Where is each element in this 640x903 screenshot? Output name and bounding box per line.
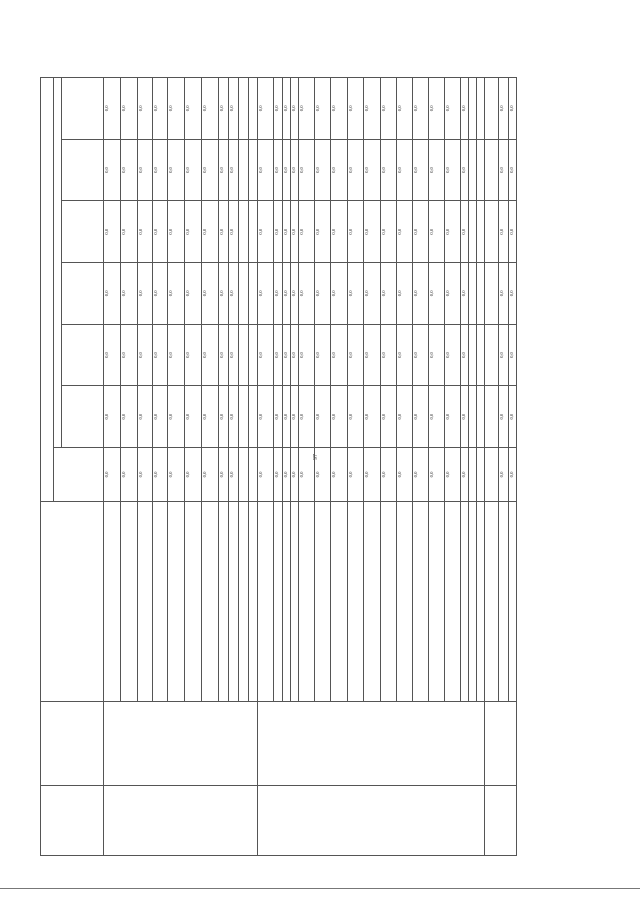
row-year-value [477, 263, 485, 325]
row-year-value: 0,0 [364, 201, 381, 263]
row-year-value: 0,0 [348, 139, 364, 201]
group-status [258, 786, 485, 856]
row-year-value [469, 139, 477, 201]
row-year-value: 0,0 [121, 386, 138, 448]
header-year [62, 324, 104, 386]
header-year [62, 78, 104, 140]
row-source [348, 502, 364, 702]
row-year-value [469, 263, 477, 325]
row-year-value: 0,0 [348, 263, 364, 325]
row-year-value: 0,0 [315, 139, 331, 201]
row-year-value: 0,0 [397, 201, 413, 263]
row-year-value: 0,0 [461, 201, 469, 263]
row-year-value: 0,0 [219, 78, 229, 140]
row-source [461, 502, 469, 702]
row-year-value: 0,0 [283, 386, 291, 448]
row-year-value: 0,0 [331, 78, 348, 140]
row-year-value [239, 201, 249, 263]
row-year-value: 0,0 [185, 324, 202, 386]
row-source [477, 502, 485, 702]
row-year-value [477, 78, 485, 140]
row-year-value: 0,0 [219, 263, 229, 325]
header-subgroup-title [54, 78, 62, 448]
row-year-value [469, 201, 477, 263]
row-source [315, 502, 331, 702]
row-year-value: 0,0 [274, 78, 283, 140]
row-total: 0,0 [499, 448, 509, 502]
row-year-value: 0,0 [258, 201, 274, 263]
row-year-value: 0,0 [364, 386, 381, 448]
row-year-value: 0,0 [274, 139, 283, 201]
row-year-value: 0,0 [397, 263, 413, 325]
row-year-value: 0,0 [331, 386, 348, 448]
table-row [258, 78, 274, 856]
row-year-value: 0,0 [138, 139, 153, 201]
row-year-value: 0,0 [258, 324, 274, 386]
row-year-value: 0,0 [499, 324, 509, 386]
header-source [41, 502, 104, 702]
row-year-value: 0,0 [283, 324, 291, 386]
row-year-value: 0,0 [168, 324, 185, 386]
row-year-value: 0,0 [168, 263, 185, 325]
row-total: 0,0 [168, 448, 185, 502]
row-source [138, 502, 153, 702]
row-source [445, 502, 461, 702]
row-year-value: 0,0 [364, 78, 381, 140]
row-year-value: 0,0 [445, 201, 461, 263]
row-year-value: 0,0 [397, 78, 413, 140]
row-year-value: 0,0 [499, 139, 509, 201]
row-year-value [249, 201, 258, 263]
row-year-value: 0,0 [229, 324, 239, 386]
row-total: 0,0 [397, 448, 413, 502]
row-total [477, 448, 485, 502]
row-total [239, 448, 249, 502]
row-year-value: 0,0 [202, 78, 219, 140]
row-year-value [249, 263, 258, 325]
row-total: 0,0 [348, 448, 364, 502]
row-year-value: 0,0 [153, 386, 168, 448]
row-year-value [485, 386, 499, 448]
row-total: 0,0 [461, 448, 469, 502]
row-source [274, 502, 283, 702]
row-year-value: 0,0 [364, 324, 381, 386]
row-year-value: 0,0 [299, 386, 315, 448]
row-year-value: 0,0 [413, 386, 429, 448]
row-year-value [239, 324, 249, 386]
row-year-value: 0,0 [121, 78, 138, 140]
row-year-value: 0,0 [315, 201, 331, 263]
row-year-value: 0,0 [397, 324, 413, 386]
row-year-value: 0,0 [121, 201, 138, 263]
row-year-value [249, 139, 258, 201]
row-year-value: 0,0 [153, 139, 168, 201]
row-year-value: 0,0 [315, 386, 331, 448]
header-year [62, 139, 104, 201]
row-year-value: 0,0 [202, 201, 219, 263]
row-year-value: 0,0 [138, 263, 153, 325]
row-year-value [249, 324, 258, 386]
row-year-value: 0,0 [153, 324, 168, 386]
row-year-value: 0,0 [413, 139, 429, 201]
row-year-value: 0,0 [413, 324, 429, 386]
row-year-value: 0,0 [138, 201, 153, 263]
row-year-value [477, 324, 485, 386]
row-year-value: 0,0 [509, 78, 517, 140]
row-year-value: 0,0 [138, 78, 153, 140]
row-year-value: 0,0 [381, 78, 397, 140]
row-year-value: 0,0 [461, 263, 469, 325]
row-source [331, 502, 348, 702]
row-year-value: 0,0 [299, 78, 315, 140]
row-year-value: 0,0 [138, 324, 153, 386]
row-year-value: 0,0 [229, 139, 239, 201]
row-year-value: 0,0 [202, 386, 219, 448]
row-year-value: 0,0 [229, 263, 239, 325]
group-status [104, 786, 258, 856]
row-total: 0,0 [219, 448, 229, 502]
row-year-value: 0,0 [168, 78, 185, 140]
row-source [121, 502, 138, 702]
row-year-value: 0,0 [445, 139, 461, 201]
row-year-value: 0,0 [445, 78, 461, 140]
row-year-value [485, 263, 499, 325]
row-year-value: 0,0 [185, 263, 202, 325]
row-year-value: 0,0 [291, 201, 299, 263]
row-year-value [239, 386, 249, 448]
row-total: 0,0 [445, 448, 461, 502]
row-source [283, 502, 291, 702]
header-total [54, 448, 104, 502]
row-source [469, 502, 477, 702]
row-source [239, 502, 249, 702]
row-total: 0,0 [274, 448, 283, 502]
row-year-value: 0,0 [315, 78, 331, 140]
row-source [364, 502, 381, 702]
row-year-value: 0,0 [461, 324, 469, 386]
row-year-value [249, 78, 258, 140]
row-year-value: 0,0 [229, 386, 239, 448]
row-year-value: 0,0 [104, 324, 121, 386]
row-year-value: 0,0 [153, 263, 168, 325]
row-year-value [477, 201, 485, 263]
row-year-value: 0,0 [299, 139, 315, 201]
row-year-value: 0,0 [315, 263, 331, 325]
row-year-value: 0,0 [445, 263, 461, 325]
row-year-value: 0,0 [445, 324, 461, 386]
row-total: 0,0 [104, 448, 121, 502]
row-year-value: 0,0 [331, 201, 348, 263]
row-year-value: 0,0 [429, 78, 445, 140]
row-source [291, 502, 299, 702]
row-total: 0,0 [331, 448, 348, 502]
row-total: 0,0 [299, 448, 315, 502]
row-total: 0,0 [185, 448, 202, 502]
row-source [219, 502, 229, 702]
row-year-value: 0,0 [299, 201, 315, 263]
row-year-value: 0,0 [348, 78, 364, 140]
row-year-value: 0,0 [348, 386, 364, 448]
row-total: 0,0 [229, 448, 239, 502]
row-year-value: 0,0 [499, 386, 509, 448]
header-group-title [41, 78, 54, 502]
row-year-value [239, 263, 249, 325]
row-year-value: 0,0 [364, 139, 381, 201]
row-year-value: 0,0 [509, 324, 517, 386]
row-year-value: 0,0 [258, 78, 274, 140]
row-source [509, 502, 517, 702]
row-total: 0,0 [413, 448, 429, 502]
row-total: 0,0 [381, 448, 397, 502]
row-total: 0,0 [121, 448, 138, 502]
row-year-value: 0,0 [283, 201, 291, 263]
row-year-value: 0,0 [104, 201, 121, 263]
row-year-value: 0,0 [104, 386, 121, 448]
row-year-value: 0,0 [461, 139, 469, 201]
row-year-value: 0,0 [509, 139, 517, 201]
header-year [62, 263, 104, 325]
row-year-value: 0,0 [499, 78, 509, 140]
row-source [397, 502, 413, 702]
row-total: 0,0 [364, 448, 381, 502]
row-total: 0,0 [258, 448, 274, 502]
row-year-value: 0,0 [258, 263, 274, 325]
row-year-value: 0,0 [429, 263, 445, 325]
row-year-value [469, 324, 477, 386]
row-year-value: 0,0 [331, 139, 348, 201]
header-year [62, 386, 104, 448]
row-year-value: 0,0 [381, 386, 397, 448]
row-total: 0,0 [153, 448, 168, 502]
row-year-value: 0,0 [509, 263, 517, 325]
row-year-value: 0,0 [291, 386, 299, 448]
row-year-value [249, 386, 258, 448]
row-year-value: 0,0 [291, 324, 299, 386]
row-source [168, 502, 185, 702]
row-source [153, 502, 168, 702]
row-year-value: 0,0 [348, 324, 364, 386]
row-year-value [239, 139, 249, 201]
row-year-value: 0,0 [429, 139, 445, 201]
table-row [104, 78, 121, 856]
row-year-value: 0,0 [153, 201, 168, 263]
group-program-name [104, 702, 258, 786]
row-year-value: 0,0 [185, 78, 202, 140]
row-year-value: 0,0 [274, 386, 283, 448]
table-row [485, 78, 499, 856]
row-year-value: 0,0 [153, 78, 168, 140]
row-year-value: 0,0 [381, 201, 397, 263]
row-year-value: 0,0 [461, 386, 469, 448]
row-year-value: 0,0 [202, 263, 219, 325]
row-year-value: 0,0 [274, 201, 283, 263]
row-year-value: 0,0 [499, 201, 509, 263]
row-year-value: 0,0 [364, 263, 381, 325]
row-source [381, 502, 397, 702]
row-year-value: 0,0 [381, 324, 397, 386]
row-source [299, 502, 315, 702]
page-number: 97 [313, 454, 319, 460]
row-year-value: 0,0 [291, 139, 299, 201]
group-program-name [485, 702, 517, 786]
row-year-value: 0,0 [229, 201, 239, 263]
row-year-value: 0,0 [413, 201, 429, 263]
table-body [104, 78, 517, 856]
row-year-value: 0,0 [219, 386, 229, 448]
row-year-value: 0,0 [229, 78, 239, 140]
row-source [229, 502, 239, 702]
row-year-value: 0,0 [185, 139, 202, 201]
row-year-value: 0,0 [104, 263, 121, 325]
row-year-value: 0,0 [413, 78, 429, 140]
row-year-value [485, 201, 499, 263]
row-total: 0,0 [291, 448, 299, 502]
row-total [249, 448, 258, 502]
row-total [485, 448, 499, 502]
header-program-name [41, 702, 104, 786]
footer-rule [0, 888, 640, 889]
row-year-value: 0,0 [381, 263, 397, 325]
row-year-value: 0,0 [283, 263, 291, 325]
row-source [185, 502, 202, 702]
row-year-value: 0,0 [219, 139, 229, 201]
row-year-value: 0,0 [381, 139, 397, 201]
row-year-value: 0,0 [104, 78, 121, 140]
row-year-value: 0,0 [274, 324, 283, 386]
row-source [202, 502, 219, 702]
row-year-value: 0,0 [299, 324, 315, 386]
row-year-value: 0,0 [331, 263, 348, 325]
row-year-value: 0,0 [397, 139, 413, 201]
row-year-value: 0,0 [509, 386, 517, 448]
row-year-value: 0,0 [168, 201, 185, 263]
row-total: 0,0 [138, 448, 153, 502]
rotated-sheet [40, 0, 600, 856]
row-source [499, 502, 509, 702]
row-year-value: 0,0 [445, 386, 461, 448]
row-total: 0,0 [315, 448, 331, 502]
row-year-value: 0,0 [291, 263, 299, 325]
row-year-value: 0,0 [348, 201, 364, 263]
row-year-value [485, 139, 499, 201]
header-year [62, 201, 104, 263]
row-year-value: 0,0 [509, 201, 517, 263]
row-year-value: 0,0 [315, 324, 331, 386]
row-source [485, 502, 499, 702]
row-year-value: 0,0 [331, 324, 348, 386]
row-year-value: 0,0 [413, 263, 429, 325]
row-year-value [469, 78, 477, 140]
row-source [258, 502, 274, 702]
row-year-value: 0,0 [185, 201, 202, 263]
row-year-value: 0,0 [499, 263, 509, 325]
row-year-value: 0,0 [461, 78, 469, 140]
row-source [104, 502, 121, 702]
row-year-value: 0,0 [429, 324, 445, 386]
row-year-value [485, 324, 499, 386]
row-year-value [477, 386, 485, 448]
row-source [249, 502, 258, 702]
row-year-value: 0,0 [121, 263, 138, 325]
row-year-value: 0,0 [258, 139, 274, 201]
row-total: 0,0 [509, 448, 517, 502]
row-year-value [469, 386, 477, 448]
row-year-value: 0,0 [299, 263, 315, 325]
row-year-value: 0,0 [258, 386, 274, 448]
row-total: 0,0 [283, 448, 291, 502]
row-year-value: 0,0 [291, 78, 299, 140]
row-year-value: 0,0 [202, 324, 219, 386]
header-status [41, 786, 104, 856]
row-year-value: 0,0 [283, 139, 291, 201]
row-source [429, 502, 445, 702]
group-status [485, 786, 517, 856]
row-year-value [477, 139, 485, 201]
row-year-value [239, 78, 249, 140]
row-year-value: 0,0 [185, 386, 202, 448]
row-year-value: 0,0 [138, 386, 153, 448]
row-year-value: 0,0 [202, 139, 219, 201]
row-year-value: 0,0 [121, 139, 138, 201]
row-year-value: 0,0 [283, 78, 291, 140]
row-year-value: 0,0 [219, 324, 229, 386]
table-header [41, 78, 104, 856]
budget-table [40, 77, 517, 856]
row-year-value: 0,0 [104, 139, 121, 201]
row-year-value: 0,0 [274, 263, 283, 325]
row-year-value: 0,0 [429, 201, 445, 263]
row-total: 0,0 [429, 448, 445, 502]
row-year-value: 0,0 [168, 386, 185, 448]
row-year-value: 0,0 [168, 139, 185, 201]
row-year-value: 0,0 [429, 386, 445, 448]
row-year-value: 0,0 [121, 324, 138, 386]
group-program-name [258, 702, 485, 786]
row-year-value [485, 78, 499, 140]
row-source [413, 502, 429, 702]
row-total [469, 448, 477, 502]
row-year-value: 0,0 [397, 386, 413, 448]
row-year-value: 0,0 [219, 201, 229, 263]
row-total: 0,0 [202, 448, 219, 502]
